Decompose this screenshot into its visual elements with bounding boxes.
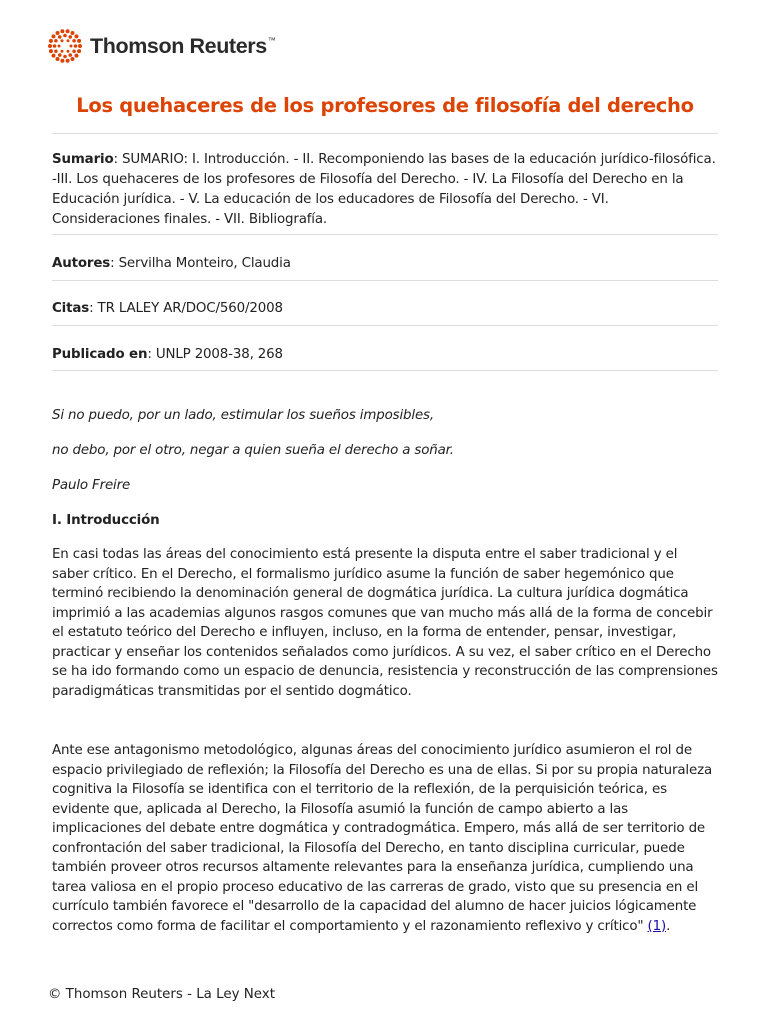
epigraph-line: no debo, por el otro, negar a quien sueña el derecho a soñar.	[52, 443, 454, 458]
logo-dot	[63, 34, 67, 38]
section-heading: I. Introducción	[52, 513, 160, 528]
body-paragraph: Ante ese antagonismo metodológico, algunas áreas del conocimiento jurídico asumieron el rol de espacio privilegiado de reflexión; la Filosofía del Derecho es una de ellas. Si por su propia naturaleza cognitiva la Filosofía se identifica con el territorio de la reflexión, de la perquisición teórica, es evidente que, aplicada al Derecho, la Filosofía asumió la función de campo abierto a las implicaciones del debate entre dogmática y contradogmática. Empero, más allá de ser territorio de confrontación del saber tradicional, la Filosofía del Derecho, en tanto disciplina curricular, puede también proveer otros recursos altamente relevantes para la enseñanza jurídica, cumpliendo una tarea valiosa en el propio proceso educativo de las carreras de grado, visto que su presencia en el currículo también favorece el "desarrollo de la capacidad del alumno de hacer juicios lógicamente correctos como forma de facilitar el comportamiento y el razonamiento reflexivo y crítico" (1).	[52, 743, 712, 934]
body-paragraph: En casi todas las áreas del conocimiento está presente la disputa entre el saber tradicional y el saber crítico. En el Derecho, el formalismo jurídico asume la función de saber hegemónico que terminó recibiendo la denominación general de dogmática jurídica. La cultura jurídica dogmática imprimió a las academias algunos rasgos comunes que van mucho más allá de la forma de concebir el estatuto teórico del Derecho e influyen, incluso, en la forma de entender, pensar, investigar, practicar y enseñar los contenidos señalados como jurídicos. A su vez, el saber crítico en el Derecho se ha ido formando como un espacio de denuncia, resistencia y reconstrucción de las comprensiones paradigmáticas transmitidas por el sentido dogmático.	[52, 547, 718, 699]
logo-dot	[68, 35, 72, 39]
logo-dot	[56, 31, 60, 35]
logo-dot	[77, 49, 81, 53]
logo-dot	[78, 44, 82, 48]
logo-dot	[71, 57, 75, 61]
meta-summary: Sumario: SUMARIO: I. Introducción. - II. Recomponiendo las bases de la educación jurídico-filosófica. -III. Los quehaceres de los profesores de Filosofía del Derecho. - IV. La Filosofía del Derecho en la Educación jurídica. - V. La educación de los educadores de Filosofía del Derecho. - VI. Consideraciones finales. - VII. Bibliografía.	[52, 152, 716, 227]
logo-dot	[74, 54, 78, 58]
logo-dot	[70, 45, 73, 48]
logo-dot	[53, 44, 57, 48]
logo-dot	[77, 39, 81, 43]
logo-dot	[58, 53, 62, 57]
logo-dot	[54, 49, 58, 53]
logo-dot	[60, 29, 64, 33]
meta-published: Publicado en: UNLP 2008-38, 268	[52, 347, 283, 362]
logo-dot	[66, 29, 70, 33]
thomson-reuters-logo	[48, 29, 275, 63]
logo-dot	[49, 49, 53, 53]
logo-dot	[61, 50, 64, 53]
logo-dot	[48, 44, 52, 48]
footnote-link[interactable]: (1)	[647, 918, 667, 934]
meta-authors: Autores: Servilha Monteiro, Claudia	[52, 256, 291, 271]
logo-dot	[72, 49, 76, 53]
logo-dot	[68, 53, 72, 57]
logo-dot	[67, 39, 70, 42]
epigraph-author: Paulo Freire	[52, 478, 131, 493]
logo-dot	[54, 39, 58, 43]
divider	[52, 234, 718, 235]
logo-dot	[74, 44, 78, 48]
logo-wordmark: Thomson Reuters™	[90, 33, 276, 58]
logo-dot	[49, 39, 53, 43]
divider	[52, 280, 718, 281]
logo-dot	[61, 39, 64, 42]
meta-citations: Citas: TR LALEY AR/DOC/560/2008	[52, 301, 283, 316]
logo-dot	[52, 54, 56, 58]
document-title: Los quehaceres de los profesores de filosofía del derecho	[76, 94, 694, 117]
divider	[52, 325, 718, 326]
logo-dot	[74, 34, 78, 38]
epigraph-line: Si no puedo, por un lado, estimular los sueños imposibles,	[52, 408, 434, 423]
logo-dot	[67, 50, 70, 53]
logo-dot	[66, 59, 70, 63]
logo-dot	[52, 34, 56, 38]
logo-dot	[72, 39, 76, 43]
logo-dot	[58, 45, 61, 48]
logo-dot	[60, 59, 64, 63]
footer-copyright: © Thomson Reuters - La Ley Next	[48, 987, 275, 1002]
logo-dot	[71, 31, 75, 35]
thomson-reuters-dots-icon	[48, 29, 82, 63]
logo-dot	[56, 57, 60, 61]
divider	[52, 370, 718, 371]
divider	[52, 133, 718, 134]
logo-dot	[58, 35, 62, 39]
logo-dot	[63, 55, 67, 59]
